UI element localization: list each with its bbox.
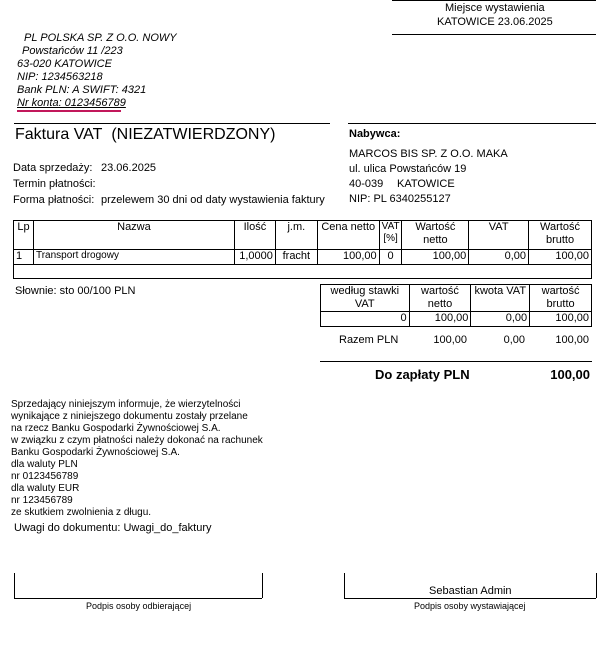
header-qty: Ilość xyxy=(234,221,275,250)
place-date: KATOWICE 23.06.2025 xyxy=(437,16,553,28)
vat-summary-table xyxy=(320,284,592,327)
buyer-city: KATOWICE xyxy=(397,178,455,190)
receiver-sign-left xyxy=(14,573,15,598)
notice-line: Sprzedający niniejszym informuje, że wierzytelności xyxy=(11,399,241,410)
header-unit: j.m. xyxy=(275,221,317,250)
summary-row xyxy=(321,312,592,327)
header-net-value: Wartość netto xyxy=(402,221,469,250)
total-label: Razem PLN xyxy=(339,334,399,346)
title-rule xyxy=(14,123,330,124)
summary-rate: 0 xyxy=(321,312,410,327)
summary-vat: 0,00 xyxy=(471,312,530,327)
invoice-title-main: Faktura VAT xyxy=(15,126,103,143)
seller-city: 63-020 KATOWICE xyxy=(17,58,112,70)
row-lp: 1 xyxy=(14,250,34,265)
summary-net: 100,00 xyxy=(409,312,471,327)
issuer-sign-label: Podpis osoby wystawiającej xyxy=(414,601,526,611)
row-vat: 0,00 xyxy=(469,250,529,265)
seller-nip: NIP: 1234563218 xyxy=(17,71,103,83)
amount-in-words: Słownie: sto 00/100 PLN xyxy=(15,285,136,297)
receiver-sign-line xyxy=(14,598,262,599)
total-net: 100,00 xyxy=(433,334,467,346)
notice-line: ze skutkiem zwolnienia z długu. xyxy=(11,507,152,518)
issuer-name: Sebastian Admin xyxy=(429,585,512,597)
header-top-rule xyxy=(392,0,596,1)
document-remarks: Uwagi do dokumentu: Uwagi_do_faktury xyxy=(14,522,212,534)
notice-line: na rzecz Banku Gospodarki Żywnościowej S.A. xyxy=(11,423,221,434)
sale-date: 23.06.2025 xyxy=(101,162,157,174)
payment-value: przelewem 30 dni od daty wystawienia faktury xyxy=(101,194,325,206)
seller-bank: Bank PLN: A SWIFT: 4321 xyxy=(17,84,147,96)
notice-line: dla waluty PLN xyxy=(11,459,78,470)
header-vat: VAT xyxy=(469,221,529,250)
notice-line: wynikające z niniejszego dokumentu zostały przelane xyxy=(11,411,248,422)
total-gross: 100,00 xyxy=(555,334,589,346)
header-bottom-rule xyxy=(392,34,596,35)
notice-line: dla waluty EUR xyxy=(11,483,80,494)
header-net-price: Cena netto xyxy=(317,221,379,250)
to-pay-amount: 100,00 xyxy=(550,367,590,382)
header-name: Nazwa xyxy=(33,221,234,250)
buyer-zip: 40-039 xyxy=(349,178,384,190)
table-row-empty xyxy=(14,265,592,279)
buyer-name: MARCOS BIS SP. Z O.O. MAKA xyxy=(349,148,508,160)
items-table xyxy=(13,220,592,279)
receiver-sign-label: Podpis osoby odbierającej xyxy=(86,601,192,611)
summary-header-gross: wartość brutto xyxy=(530,285,592,312)
summary-header-net: wartość netto xyxy=(409,285,471,312)
buyer-rule xyxy=(348,123,596,124)
receiver-sign-right xyxy=(262,573,263,598)
seller-name: PL POLSKA SP. Z O.O. NOWY xyxy=(24,32,177,44)
notice-line: nr 0123456789 xyxy=(11,471,79,482)
header-lp: Lp xyxy=(14,221,34,250)
summary-header-rate: według stawki VAT xyxy=(321,285,410,312)
sale-date-label: Data sprzedaży: xyxy=(13,162,93,174)
notice-line: Banku Gospodarki Żywnościowej S.A. xyxy=(11,447,180,458)
items-header-row xyxy=(14,221,592,250)
to-pay-label: Do zapłaty PLN xyxy=(375,367,470,382)
row-name: Transport drogowy xyxy=(33,250,234,265)
payment-label: Forma płatności: xyxy=(13,194,95,206)
account-highlight-underline xyxy=(17,110,121,112)
header-vat-rate: VAT [%] xyxy=(379,221,402,250)
buyer-label: Nabywca: xyxy=(349,128,401,140)
issuer-sign-line xyxy=(344,598,596,599)
notice-line: w związku z czym płatności należy dokonać na rachunek xyxy=(11,435,263,446)
summary-header-row xyxy=(321,285,592,312)
issuer-sign-left xyxy=(344,573,345,598)
seller-account: Nr konta: 0123456789 xyxy=(17,97,126,109)
summary-header-vat: kwota VAT xyxy=(471,285,530,312)
row-vat-rate: 0 xyxy=(379,250,402,265)
row-qty: 1,0000 xyxy=(234,250,275,265)
due-label: Termin płatności: xyxy=(13,178,96,190)
issuer-sign-right xyxy=(596,573,597,598)
invoice-status: (NIEZATWIERDZONY) xyxy=(111,126,276,143)
summary-gross: 100,00 xyxy=(530,312,592,327)
notice-line: nr 123456789 xyxy=(11,495,73,506)
table-row xyxy=(14,250,592,265)
header-gross: Wartość brutto xyxy=(529,221,592,250)
assignment-notice xyxy=(11,399,263,519)
row-net-price: 100,00 xyxy=(317,250,379,265)
total-vat: 0,00 xyxy=(503,334,525,346)
place-label: Miejsce wystawienia xyxy=(445,2,545,14)
row-gross: 100,00 xyxy=(529,250,592,265)
buyer-nip: NIP: PL 6340255127 xyxy=(349,193,451,205)
row-unit: fracht xyxy=(275,250,317,265)
buyer-street: ul. ulica Powstańców 19 xyxy=(349,163,467,175)
seller-street: Powstańców 11 /223 xyxy=(22,45,123,57)
invoice-title xyxy=(15,126,275,144)
row-net-value: 100,00 xyxy=(402,250,469,265)
to-pay-rule xyxy=(320,361,592,362)
